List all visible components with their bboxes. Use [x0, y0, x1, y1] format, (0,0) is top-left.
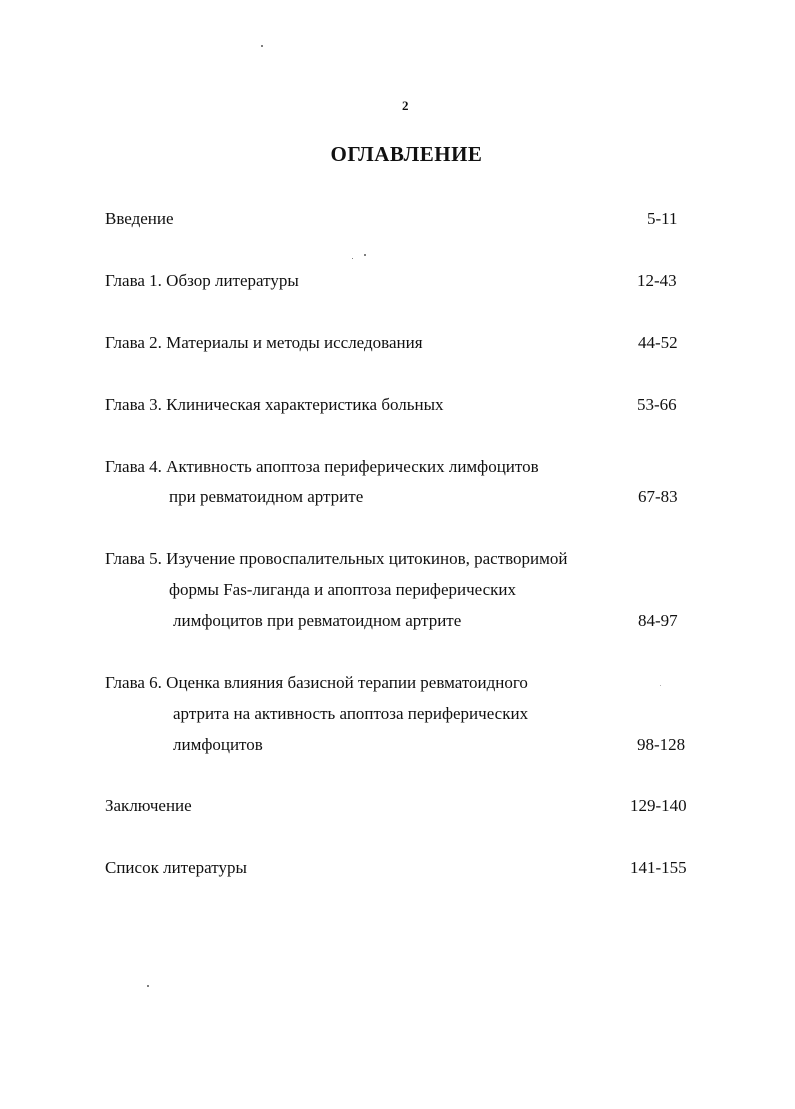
- toc-entry-pages: 67-83: [638, 487, 678, 506]
- toc-entry-pages: 129-140: [630, 796, 687, 815]
- toc-entry-text: Глава 4. Активность апоптоза периферических лимфоцитов: [105, 457, 539, 476]
- toc-entry-text: Введение: [105, 209, 174, 228]
- scan-speck: [261, 45, 263, 47]
- toc-entry-pages: 12-43: [637, 271, 677, 290]
- toc-entry-pages: 5-11: [647, 209, 678, 228]
- toc-entry-text: лимфоцитов: [173, 735, 263, 754]
- toc-entry-text: лимфоцитов при ревматоидном артрите: [173, 611, 462, 630]
- toc-entry-text: формы Fas-лиганда и апоптоза периферических: [169, 580, 517, 599]
- toc-entry-text: Глава 3. Клиническая характеристика больных: [105, 395, 444, 414]
- toc-entry-text: Глава 6. Оценка влияния базисной терапии ревматоидного: [105, 673, 528, 692]
- toc-entry-text: Глава 1. Обзор литературы: [105, 271, 299, 290]
- toc-entry-text: Глава 5. Изучение провоспалительных цитокинов, растворимой: [105, 549, 568, 568]
- toc-entry-text: Заключение: [105, 796, 192, 815]
- toc-entry-text: при ревматоидном артрите: [169, 487, 364, 506]
- scan-speck: [364, 254, 366, 256]
- toc-entry-pages: 98-128: [637, 735, 686, 754]
- toc-entry-text: Глава 2. Материалы и методы исследования: [105, 333, 423, 352]
- page-title: ОГЛАВЛЕНИЕ: [330, 142, 483, 166]
- toc-entry-pages: 44-52: [638, 333, 678, 352]
- toc-entry-text: артрита на активность апоптоза периферических: [173, 704, 529, 723]
- toc-entry-pages: 53-66: [637, 395, 677, 414]
- page-number: 2: [402, 98, 409, 113]
- toc-entry-pages: 84-97: [638, 611, 678, 630]
- scan-speck: [660, 685, 661, 686]
- scan-speck: [147, 985, 149, 987]
- toc-entry-text: Список литературы: [105, 858, 247, 877]
- toc-entry-pages: 141-155: [630, 858, 687, 877]
- scan-speck: [352, 258, 353, 259]
